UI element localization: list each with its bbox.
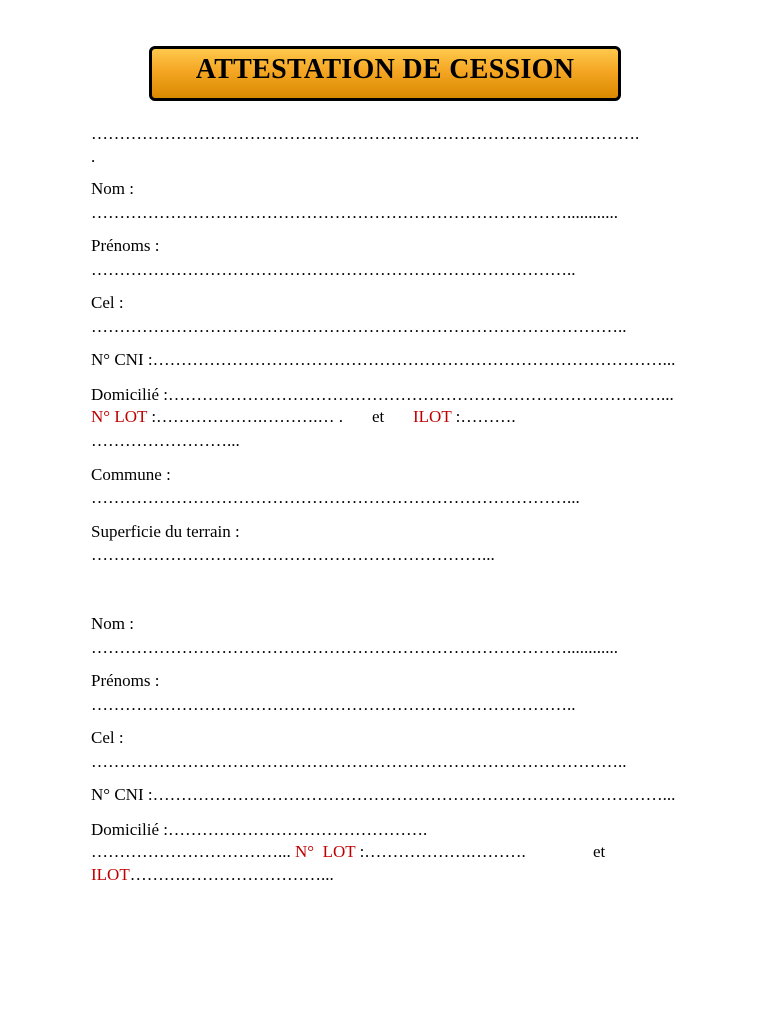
intro-dots-line: ……………………………………………………………………………………. xyxy=(91,124,640,143)
title-banner xyxy=(149,46,621,101)
commune-label: Commune : xyxy=(91,465,171,484)
domicile-line-2 xyxy=(91,820,427,840)
domicile-field-continued-2: ……………………………... xyxy=(91,842,291,861)
lot-field: :……………….……….… . xyxy=(147,407,344,426)
prenoms-label-2: Prénoms : xyxy=(91,671,160,690)
ilot-line xyxy=(413,407,516,427)
nom-label-2: Nom : xyxy=(91,614,134,633)
nom-field: …………………………………………………………………………............ xyxy=(91,203,618,222)
cni-field: ………………………………………………………………………………... xyxy=(152,350,676,369)
ilot-label: ILOT xyxy=(413,407,452,426)
domicile-label: Domicilié : xyxy=(91,385,168,404)
et-word: et xyxy=(372,407,385,426)
superficie-field: ……………………………………………………………... xyxy=(91,545,495,564)
ilot-field: :………. xyxy=(451,407,516,426)
nom-field-2: …………………………………………………………………………............ xyxy=(91,638,618,657)
cni-label: N° CNI : xyxy=(91,350,153,369)
superficie-label: Superficie du terrain : xyxy=(91,522,240,541)
prenoms-field: ………………………………………………………………………….. xyxy=(91,260,576,279)
domicile-line xyxy=(91,385,674,405)
ilot-line-2 xyxy=(91,865,334,885)
ilot-field-2: ……….……………………... xyxy=(129,865,334,884)
document-title: ATTESTATION DE CESSION xyxy=(195,53,575,85)
intro-dots-line-2: . xyxy=(91,147,96,166)
domicile-lot-line-2 xyxy=(91,842,526,862)
lot-label: N° LOT xyxy=(91,407,148,426)
cni-field-2: ………………………………………………………………………………... xyxy=(152,785,676,804)
et-word-2: et xyxy=(593,842,606,861)
ilot-field-continued: ……………………... xyxy=(91,431,240,450)
cel-field: ………………………………………………………………………………….. xyxy=(91,317,627,336)
lot-ilot-line xyxy=(91,407,343,427)
ilot-label-2: ILOT xyxy=(91,865,130,884)
cel-label: Cel : xyxy=(91,293,124,312)
cni-label-2: N° CNI : xyxy=(91,785,153,804)
domicile-field: ……………………………………………………………………………... xyxy=(167,385,674,404)
lot-label-2: N° LOT xyxy=(295,842,356,861)
cel-label-2: Cel : xyxy=(91,728,124,747)
nom-label: Nom : xyxy=(91,179,134,198)
cel-field-2: ………………………………………………………………………………….. xyxy=(91,752,627,771)
prenoms-field-2: ………………………………………………………………………….. xyxy=(91,695,576,714)
commune-field: …………………………………………………………………………... xyxy=(91,488,580,507)
domicile-label-2: Domicilié : xyxy=(91,820,168,839)
cni-line-2 xyxy=(91,785,675,805)
prenoms-label: Prénoms : xyxy=(91,236,160,255)
cni-line xyxy=(91,350,675,370)
domicile-field-2: ………………………………………. xyxy=(167,820,428,839)
lot-field-2: :……………….………. xyxy=(355,842,526,861)
